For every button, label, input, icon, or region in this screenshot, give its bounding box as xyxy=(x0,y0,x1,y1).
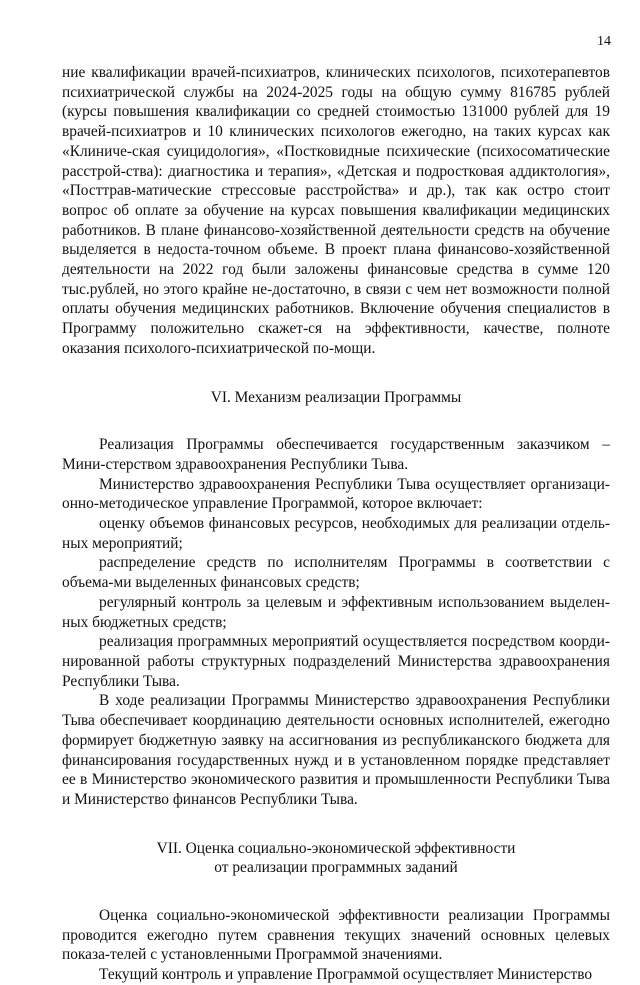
section-7-paragraph: Текущий контроль и управление Программой осуществляет Министерство xyxy=(99,966,593,984)
section-6-paragraph: Министерство здравоохранения Республики Тыва осуществляет организаци-онно-методическое управление Программой, которое включает: xyxy=(62,475,610,513)
section-7-heading-line-2: от реализации программных заданий xyxy=(214,859,458,877)
page-number: 14 xyxy=(597,34,611,49)
section-6-list-item: распределение средств по исполнителям Программы в соответствии с объема-ми выделенных финансовых средств; xyxy=(62,554,610,592)
section-7-heading-line-1: VII. Оценка социально-экономической эффективности xyxy=(156,839,516,857)
section-6-list-item: реализация программных мероприятий осуществляется посредством коорди-нированной работы структурных подразделений Министерства здравоохранения Республики Тыва. xyxy=(62,633,610,690)
section-6-paragraph: В ходе реализации Программы Министерство здравоохранения Республики Тыва обеспечивает координацию деятельности основных исполнителей, ежегодно формирует бюджетную заявку на ассигнования из республиканского бюджета для финансирования государственных нужд и в установленном порядке представляет ее в Министерство экономического развития и промышленности Республики Тыва и Министерство финансов Республики Тыва. xyxy=(62,692,610,808)
opening-paragraph: ние квалификации врачей-психиатров, клинических психологов, психотерапевтов психиатрической службы на 2024-2025 годы на общую сумму 816785 рублей (курсы повышения квалификации со средней стоимостью 131000 рублей для 19 врачей-психиатров и 10 клинических психологов ежегодно, на таких курсах как «Клиниче-ская суицидология», «Постковидные психические (психосоматические расстрой-ства): диагностика и терапия», «Детская и подростковая аддиктология», «Посттрав-матические стрессовые расстройства» и др.), так как остро стоит вопрос об оплате за обучение на курсах повышения квалификации медицинских работников. В плане финансово-хозяйственной деятельности средств на обучение выделяется в недоста-точном объеме. В проект плана финансово-хозяйственной деятельности на 2022 год были заложены финансовые средства в сумме 120 тыс.рублей, но этого крайне не-достаточно, в связи с чем нет возможности полной оплаты обучения медицинских работников. Включение обучения специалистов в Программу положительно скажет-ся на эффективности, качестве, полноте оказания психолого-психиатрической по-мощи. xyxy=(62,64,610,357)
document-body xyxy=(62,63,610,985)
section-7-heading xyxy=(62,839,610,878)
section-6-paragraph: Реализация Программы обеспечивается государственным заказчиком – Мини-стерством здравоохранения Республики Тыва. xyxy=(62,436,610,473)
section-6-list-item: оценку объемов финансовых ресурсов, необходимых для реализации отдель-ных мероприятий; xyxy=(62,515,610,552)
section-7-paragraph: Оценка социально-экономической эффективности реализации Программы проводится ежегодно путем сравнения текущих значений основных целевых показа-телей с установленными Программой значениями. xyxy=(62,907,610,964)
section-6-list-item: регулярный контроль за целевым и эффективным использованием выделен-ных бюджетных средств; xyxy=(62,593,610,631)
section-6-heading: VI. Механизм реализации Программы xyxy=(210,388,462,406)
